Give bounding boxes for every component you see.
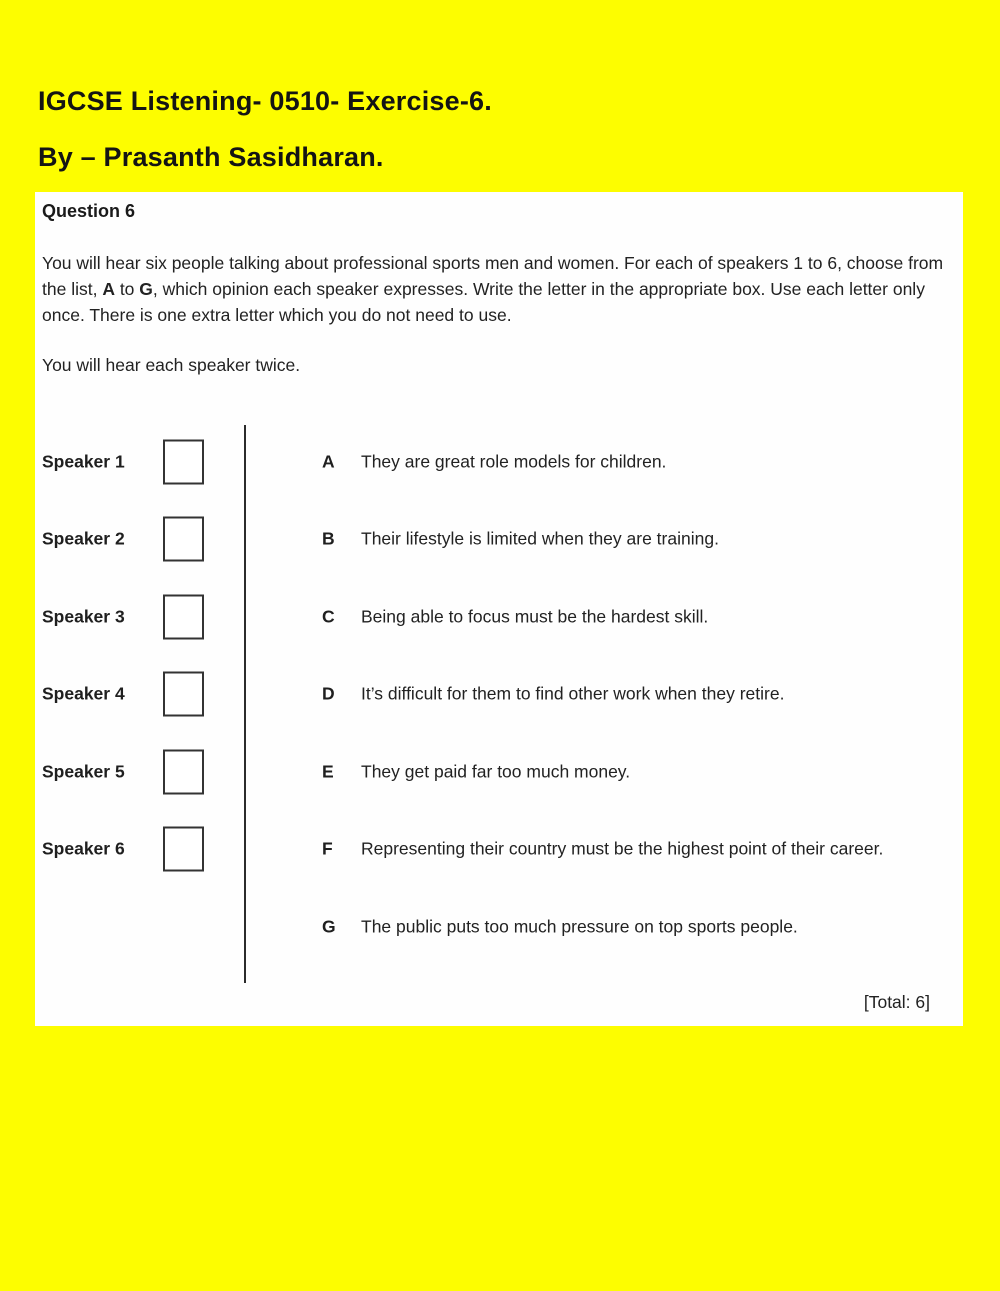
- instructions-letter-g: G: [139, 279, 153, 299]
- option-row: [244, 578, 963, 656]
- question-instructions: [42, 250, 958, 328]
- option-g-text: The public puts too much pressure on top sports people.: [361, 916, 798, 937]
- speaker-2-label: Speaker 2: [42, 528, 125, 549]
- option-row: [244, 501, 963, 579]
- option-row: [244, 423, 963, 501]
- instructions-letter-a: A: [102, 279, 115, 299]
- option-d-letter: D: [322, 683, 335, 704]
- total-marks: [Total: 6]: [863, 992, 930, 1012]
- option-e-text: They get paid far too much money.: [361, 761, 631, 782]
- option-g-letter: G: [322, 916, 336, 937]
- speaker-6-label: Speaker 6: [42, 838, 125, 859]
- speakers-column: [35, 423, 244, 888]
- speaker-1-answer-box[interactable]: [163, 439, 204, 484]
- speaker-5-label: Speaker 5: [42, 761, 125, 782]
- option-row: [244, 888, 963, 966]
- instructions-part2: , which opinion each speaker expresses. Write the letter in the appropriate box. Use each letter only once. There is one extra letter which you do not need to use.: [42, 279, 925, 325]
- speaker-row: [35, 501, 244, 579]
- speaker-4-label: Speaker 4: [42, 683, 125, 704]
- speaker-5-answer-box[interactable]: [163, 749, 204, 794]
- option-c-letter: C: [322, 606, 335, 627]
- speaker-4-answer-box[interactable]: [163, 672, 204, 717]
- option-d-text: It’s difficult for them to find other work when they retire.: [361, 683, 785, 704]
- author-byline: By – Prasanth Sasidharan.: [38, 142, 384, 172]
- option-a-letter: A: [322, 451, 335, 472]
- option-f-text: Representing their country must be the highest point of their career.: [361, 838, 884, 859]
- speaker-1-label: Speaker 1: [42, 451, 125, 472]
- option-f-letter: F: [322, 838, 333, 859]
- option-e-letter: E: [322, 761, 334, 782]
- instructions-mid: to: [114, 279, 140, 299]
- page-title: IGCSE Listening- 0510- Exercise-6.: [38, 86, 492, 116]
- option-c-text: Being able to focus must be the hardest skill.: [361, 606, 709, 627]
- option-row: [244, 656, 963, 734]
- speaker-2-answer-box[interactable]: [163, 517, 204, 562]
- options-column: [244, 423, 963, 966]
- question-panel: [35, 192, 963, 1026]
- option-a-text: They are great role models for children.: [361, 451, 667, 472]
- speaker-6-answer-box[interactable]: [163, 827, 204, 872]
- speaker-row: [35, 578, 244, 656]
- speaker-row: [35, 811, 244, 889]
- option-b-letter: B: [322, 528, 335, 549]
- instructions-part1: You will hear six people talking about professional sports men and women. For each of speakers 1 to 6, choose from the list,: [42, 253, 944, 299]
- option-row: [244, 733, 963, 811]
- question-heading: Question 6: [42, 201, 136, 221]
- speaker-3-answer-box[interactable]: [163, 594, 204, 639]
- speaker-3-label: Speaker 3: [42, 606, 125, 627]
- speaker-row: [35, 656, 244, 734]
- speaker-row: [35, 423, 244, 501]
- option-b-text: Their lifestyle is limited when they are training.: [361, 528, 719, 549]
- speaker-row: [35, 733, 244, 811]
- option-row: [244, 811, 963, 889]
- speaker-twice-note: You will hear each speaker twice.: [42, 355, 301, 375]
